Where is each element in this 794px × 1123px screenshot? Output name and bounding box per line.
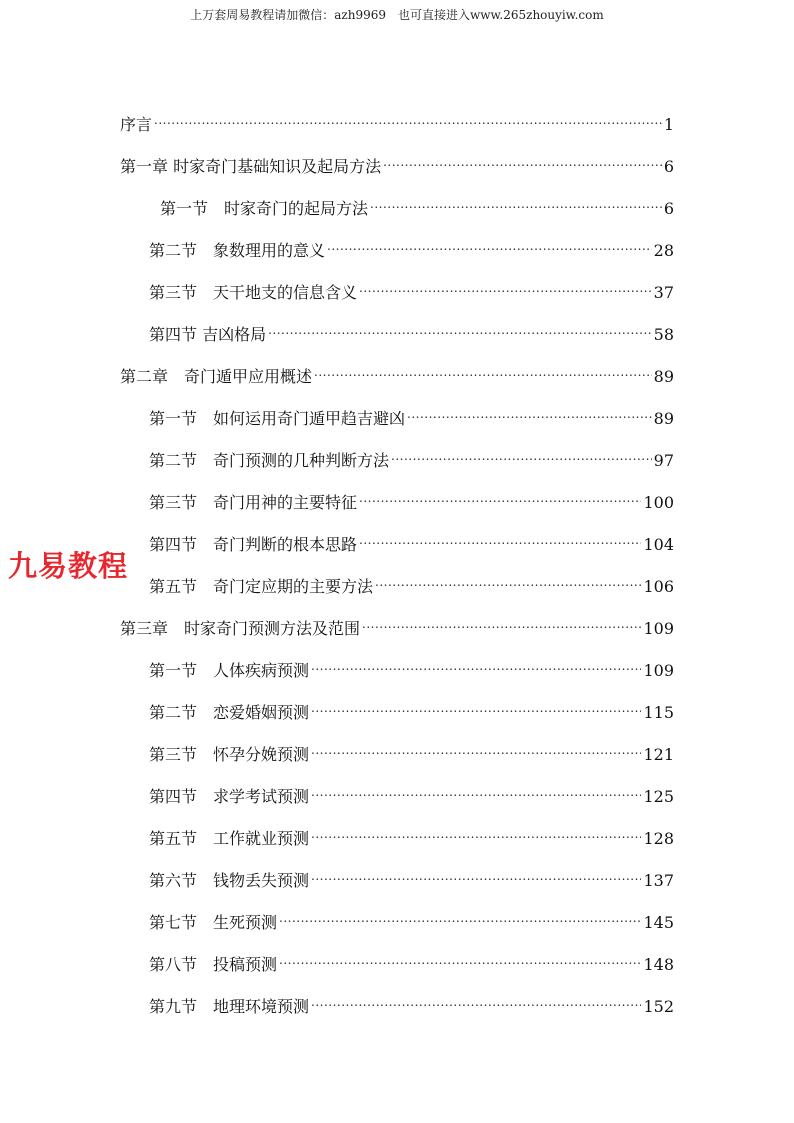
toc-page-number: 58 [653,325,674,344]
dot-leader [370,188,662,214]
toc-entry-chapter-3[interactable] [120,608,674,638]
toc-label: 第五节 工作就业预测 [149,829,310,848]
toc-page-number: 109 [643,661,674,680]
dot-leader [311,860,641,886]
toc-label: 第二节 奇门预测的几种判断方法 [149,451,390,470]
dot-leader [362,608,641,634]
toc-page-number: 148 [643,955,674,974]
toc-label: 第一节 时家奇门的起局方法 [160,199,369,218]
page-header: 上万套周易教程请加微信：azh9969 也可直接进入www.265zhouyiw.com [190,8,604,22]
toc-label: 第三节 奇门用神的主要特征 [149,493,358,512]
dot-leader [359,524,641,550]
toc-page-number: 152 [643,997,674,1016]
toc-entry-ch1-section-1[interactable] [160,188,674,218]
dot-leader [314,356,652,382]
toc-label: 第二节 恋爱婚姻预测 [149,703,310,722]
dot-leader [311,734,641,760]
toc-label: 第四节 吉凶格局 [149,325,267,344]
toc-label: 第五节 奇门定应期的主要方法 [149,577,374,596]
dot-leader [375,566,641,592]
toc-page-number: 106 [643,577,674,596]
toc-label: 第六节 钱物丢失预测 [149,871,310,890]
toc-label: 第七节 生死预测 [149,913,278,932]
toc-page-number: 128 [643,829,674,848]
toc-label: 第二节 象数理用的意义 [149,241,326,260]
toc-label: 第八节 投稿预测 [149,955,278,974]
toc-page-number: 97 [653,451,674,470]
toc-entry-ch3-section-5[interactable] [149,818,674,848]
toc-entry-ch2-section-3[interactable] [149,482,674,512]
toc-entry-ch3-section-1[interactable] [149,650,674,680]
toc-entry-ch3-section-6[interactable] [149,860,674,890]
toc-label: 第一节 如何运用奇门遁甲趋吉避凶 [149,409,406,428]
toc-label: 第一章 时家奇门基础知识及起局方法 [120,157,382,176]
dot-leader [279,944,641,970]
toc-entry-ch3-section-7[interactable] [149,902,674,932]
dot-leader [383,146,662,172]
toc-entry-preface[interactable] [120,104,674,134]
toc-entry-ch1-section-2[interactable] [149,230,674,260]
dot-leader [279,902,641,928]
toc-page-number: 100 [643,493,674,512]
toc-label: 第三章 时家奇门预测方法及范围 [120,619,361,638]
toc-entry-ch2-section-5[interactable] [149,566,674,596]
toc-entry-ch1-section-3[interactable] [149,272,674,302]
toc-page-number: 1 [663,115,674,134]
dot-leader [391,440,652,466]
toc-label: 第四节 奇门判断的根本思路 [149,535,358,554]
toc-entry-ch2-section-2[interactable] [149,440,674,470]
toc-entry-ch3-section-9[interactable] [149,986,674,1016]
toc-label: 第九节 地理环境预测 [149,997,310,1016]
toc-entry-ch2-section-4[interactable] [149,524,674,554]
dot-leader [311,692,641,718]
toc-page-number: 109 [643,619,674,638]
toc-entry-ch1-section-4[interactable] [149,314,674,344]
toc-page-number: 121 [643,745,674,764]
toc-entry-ch3-section-8[interactable] [149,944,674,974]
dot-leader [268,314,652,340]
toc-page-number: 145 [643,913,674,932]
toc-page-number: 89 [653,367,674,386]
toc-label: 第二章 奇门遁甲应用概述 [120,367,313,386]
dot-leader [311,818,641,844]
dot-leader [359,272,652,298]
toc-page-number: 6 [663,157,674,176]
toc-label: 序言 [120,115,153,134]
toc-entry-ch3-section-2[interactable] [149,692,674,722]
dot-leader [327,230,652,256]
toc-label: 第四节 求学考试预测 [149,787,310,806]
toc-page-number: 28 [653,241,674,260]
dot-leader [311,986,641,1012]
toc-page-number: 137 [643,871,674,890]
toc-entry-ch3-section-3[interactable] [149,734,674,764]
dot-leader [154,104,662,130]
dot-leader [311,650,641,676]
toc-label: 第三节 天干地支的信息含义 [149,283,358,302]
dot-leader [407,398,652,424]
toc-page-number: 115 [643,703,674,722]
toc-page-number: 6 [663,199,674,218]
toc-page-number: 37 [653,283,674,302]
toc-entry-chapter-1[interactable] [120,146,674,176]
dot-leader [359,482,641,508]
toc-label: 第三节 怀孕分娩预测 [149,745,310,764]
toc-entry-chapter-2[interactable] [120,356,674,386]
dot-leader [311,776,641,802]
toc-page-number: 104 [643,535,674,554]
toc-page-number: 89 [653,409,674,428]
toc-entry-ch3-section-4[interactable] [149,776,674,806]
toc-label: 第一节 人体疾病预测 [149,661,310,680]
watermark-logo: 九易教程 [8,549,129,583]
toc-entry-ch2-section-1[interactable] [149,398,674,428]
toc-page-number: 125 [643,787,674,806]
